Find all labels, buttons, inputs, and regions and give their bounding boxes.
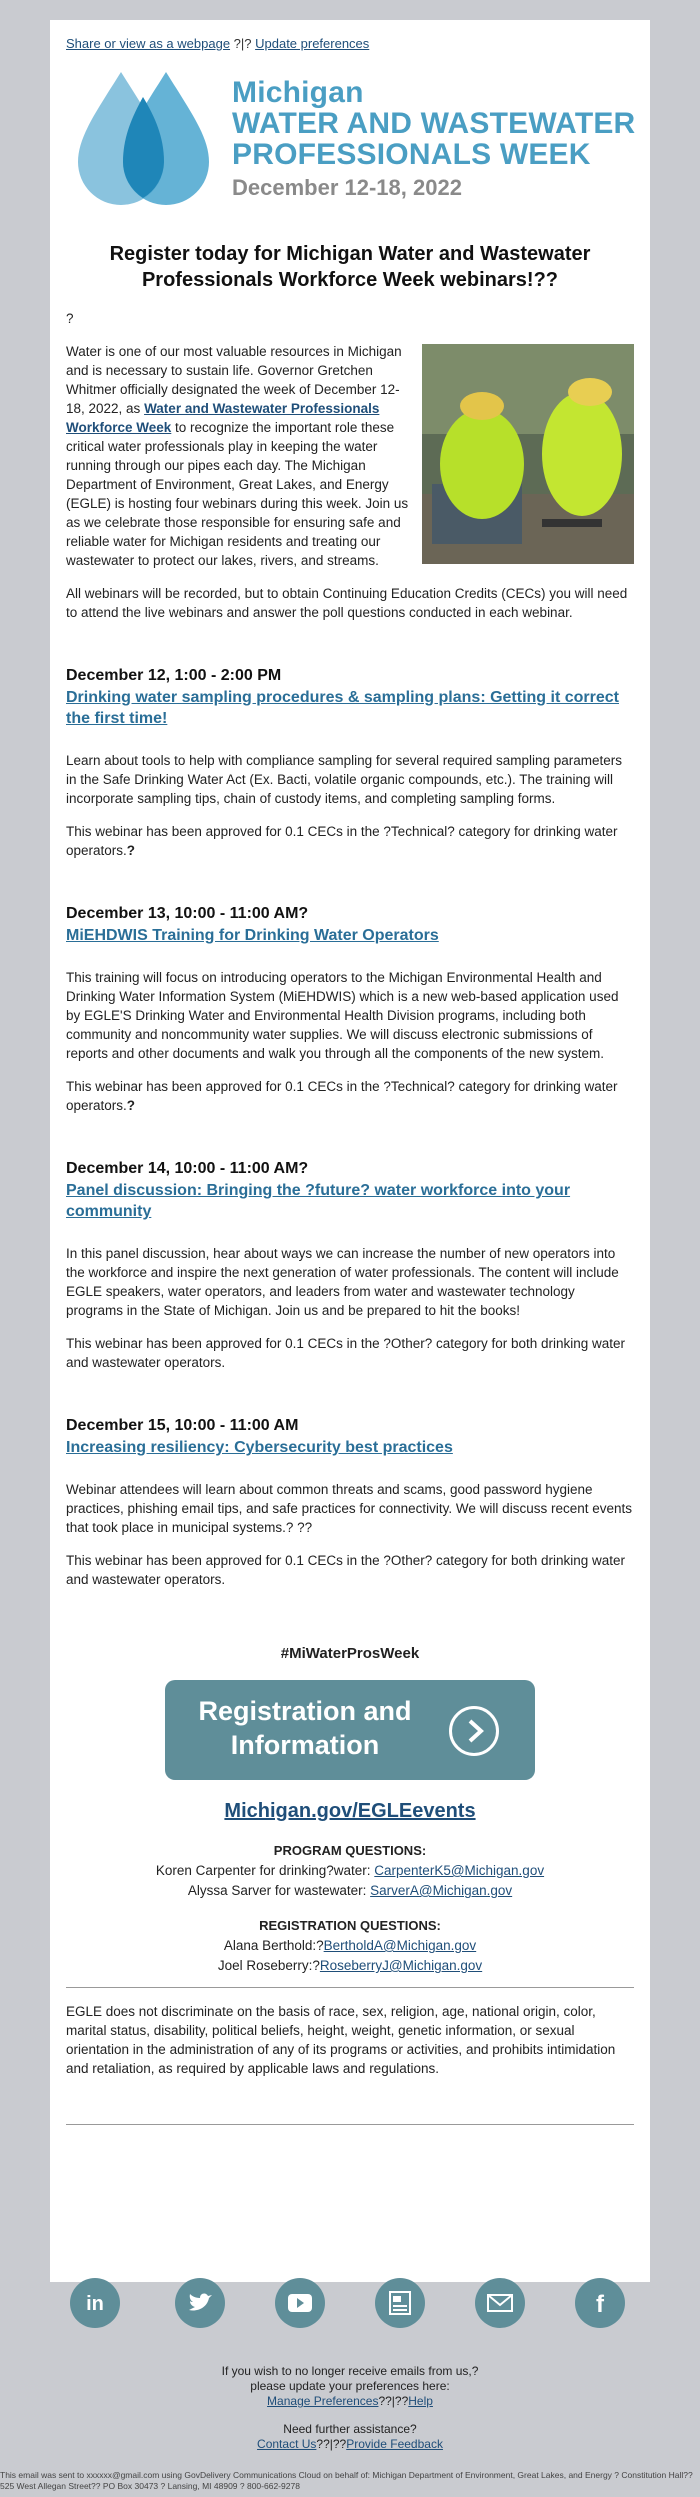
- webinar-description: Webinar attendees will learn about common threats and scams, good password hygiene practices, phishing email tips, and safe practices for connectivity. We will discuss recent events that took place in municipal systems.? ??: [66, 1482, 632, 1535]
- registration-contact-1: Alana Berthold:?BertholdA@Michigan.gov: [223, 1938, 477, 1953]
- linkedin-icon[interactable]: [70, 2278, 120, 2328]
- webinar-description: In this panel discussion, hear about ways we can increase the number of new operators into the workforce and inspire the next generation of water professionals. The content will include EGLE speakers, water operators, and leaders from water and wastewater technology programs in the State of Michigan. Join us and be prepared to hit the books!: [66, 1246, 619, 1318]
- egle-events-link[interactable]: Michigan.gov/EGLEevents: [224, 1800, 476, 1822]
- email-link-carpenter[interactable]: CarpenterK5@Michigan.gov: [374, 1863, 545, 1878]
- email-icon[interactable]: [475, 2278, 525, 2328]
- program-contact-2: Alyssa Sarver for wastewater: SarverA@Michigan.gov: [187, 1883, 513, 1898]
- banner-date: December 12-18, 2022: [232, 175, 462, 200]
- unsub-line-2: please update your preferences here:: [250, 2379, 450, 2393]
- footer-sep: ??|??: [378, 2394, 409, 2408]
- footer-sep-2: ??|??: [316, 2437, 347, 2451]
- registration-questions-heading: REGISTRATION QUESTIONS:: [259, 1918, 441, 1933]
- headline: Register today for Michigan Water and Wastewater Professionals Workforce Week webinars!??: [109, 243, 591, 291]
- webinar-title-link[interactable]: MiEHDWIS Training for Drinking Water Operators: [66, 927, 439, 944]
- webinar-title-link[interactable]: Increasing resiliency: Cybersecurity best practices: [66, 1439, 453, 1456]
- assist-line: Need further assistance?: [283, 2422, 417, 2436]
- webinar-section: [66, 1159, 634, 1372]
- webinar-title-link[interactable]: Panel discussion: Bringing the ?future? water workforce into your community: [66, 1182, 571, 1220]
- manage-preferences-link[interactable]: Manage Preferences: [267, 2394, 379, 2408]
- program-questions-heading: PROGRAM QUESTIONS:: [273, 1843, 427, 1858]
- email-link-berthold[interactable]: BertholdA@Michigan.gov: [323, 1938, 477, 1953]
- provide-feedback-link[interactable]: Provide Feedback: [346, 2437, 443, 2451]
- svg-text:in: in: [86, 2293, 104, 2315]
- assistance-block: [0, 2422, 700, 2452]
- webinar-section: [66, 1416, 634, 1589]
- registration-button-label: Registration and Information: [198, 1696, 412, 1760]
- webinar-cec: This webinar has been approved for 0.1 CECs in the ?Other? category for both drinking water and wastewater operators.: [66, 1553, 626, 1587]
- email-link-roseberry[interactable]: RoseberryJ@Michigan.gov: [319, 1958, 483, 1973]
- water-workers-photo: [422, 344, 634, 564]
- email-link-sarver[interactable]: SarverA@Michigan.gov: [370, 1883, 513, 1898]
- fine-print: This email was sent to xxxxxx@gmail.com using GovDelivery Communications Cloud on behalf of: Michigan Department of Environment, Great Lakes, and Energy ? Constitution Hall?? 525 West Allegan Street?? PO Box 30473 ? Lansing, MI 48909 ? 800-662-9278: [0, 2470, 693, 2491]
- webinar-date: December 12, 1:00 - 2:00 PM: [66, 667, 282, 684]
- webinar-description: This training will focus on introducing operators to the Michigan Environmental Health and Drinking Water Information System (MiEHDWIS) which is a new web-based application used by EGLE'S Drinking Water and Environmental Health Division programs, including both community and noncommunity water supplies. We will discuss electronic submissions of reports and other documents and walk you through all the components of the new system.: [66, 970, 619, 1061]
- unsubscribe-block: [0, 2364, 700, 2409]
- help-link[interactable]: Help: [408, 2394, 433, 2408]
- webinar-description: Learn about tools to help with compliance sampling for several required sampling parameters in the Safe Drinking Water Act (Ex. Bacti, volatile organic compounds, etc.). The training will incorporate sampling tips, chain of custody items, and completing sampling forms.: [66, 753, 623, 806]
- banner-line-2: WATER AND WASTEWATER: [232, 107, 636, 140]
- webinar-date: December 15, 10:00 - 11:00 AM: [66, 1417, 299, 1434]
- workforce-week-link[interactable]: Water and Wastewater Professionals Workforce Week: [66, 401, 380, 435]
- facebook-icon[interactable]: [575, 2278, 625, 2328]
- nondiscrimination-statement: EGLE does not discriminate on the basis of race, sex, religion, age, national origin, color, marital status, disability, political beliefs, height, weight, genetic information, or sexual orientation in the administration of any of its programs or activities, and prohibits intimidation and retaliation, as required by applicable laws and regulations.: [66, 2004, 616, 2076]
- water-drops-logo: [66, 67, 226, 207]
- divider: [66, 1987, 634, 1988]
- webinar-date: December 13, 10:00 - 11:00 AM?: [66, 905, 309, 922]
- social-bar: [0, 2278, 700, 2338]
- banner-line-3: PROFESSIONALS WEEK: [232, 138, 591, 171]
- youtube-icon[interactable]: [275, 2278, 325, 2328]
- banner-line-1: Michigan: [232, 76, 364, 109]
- registration-button[interactable]: [165, 1680, 535, 1780]
- update-preferences-link[interactable]: Update preferences: [255, 36, 370, 51]
- webinar-cec: This webinar has been approved for 0.1 CECs in the ?Technical? category for drinking water operators.?: [66, 1079, 618, 1113]
- twitter-icon[interactable]: [175, 2278, 225, 2328]
- webinar-cec: This webinar has been approved for 0.1 CECs in the ?Other? category for both drinking water and wastewater operators.: [66, 1336, 626, 1370]
- webinar-section: [66, 904, 634, 1115]
- banner-title: [232, 77, 635, 170]
- email-card: [50, 20, 650, 2282]
- hashtag: #MiWaterProsWeek: [280, 1645, 420, 1662]
- arrow-right-icon: [449, 1706, 499, 1756]
- webinar-cec: This webinar has been approved for 0.1 CECs in the ?Technical? category for drinking water operators.?: [66, 824, 618, 858]
- top-sep: ?|?: [230, 36, 256, 51]
- webinar-date: December 14, 10:00 - 11:00 AM?: [66, 1160, 309, 1177]
- webinar-title-link[interactable]: Drinking water sampling procedures & sampling plans: Getting it correct the first time!: [66, 689, 619, 727]
- program-contact-1: Koren Carpenter for drinking?water: CarpenterK5@Michigan.gov: [155, 1863, 545, 1878]
- news-icon[interactable]: [375, 2278, 425, 2328]
- question-mark: ?: [66, 311, 74, 326]
- share-link[interactable]: Share or view as a webpage: [66, 36, 231, 51]
- recorded-note: All webinars will be recorded, but to obtain Continuing Education Credits (CECs) you will need to attend the live webinars and answer the poll questions conducted in each webinar.: [66, 586, 628, 620]
- webinar-section: [66, 666, 634, 860]
- event-banner: [50, 61, 650, 211]
- svg-text:f: f: [596, 2291, 604, 2318]
- registration-contact-2: Joel Roseberry:?RoseberryJ@Michigan.gov: [217, 1958, 483, 1973]
- intro-paragraph: Water is one of our most valuable resources in Michigan and is necessary to sustain life. Governor Gretchen Whitmer officially designated the week of December 12-18, 2022, as Water and Wastewater Professionals Workforce Week to recognize the important role these critical water professionals play in keeping the water running through our pipes each day. The Michigan Department of Environment, Great Lakes, and Energy (EGLE) is hosting four webinars during this week. Join us as we celebrate those responsible for ensuring safe and reliable water for Michigan residents and treating our wastewater to protect our lakes, rivers, and streams.: [66, 344, 409, 568]
- unsub-line-1: If you wish to no longer receive emails from us,?: [221, 2364, 479, 2378]
- divider-bottom: [66, 2124, 634, 2125]
- contact-us-link[interactable]: Contact Us: [257, 2437, 317, 2451]
- top-links: [50, 20, 650, 51]
